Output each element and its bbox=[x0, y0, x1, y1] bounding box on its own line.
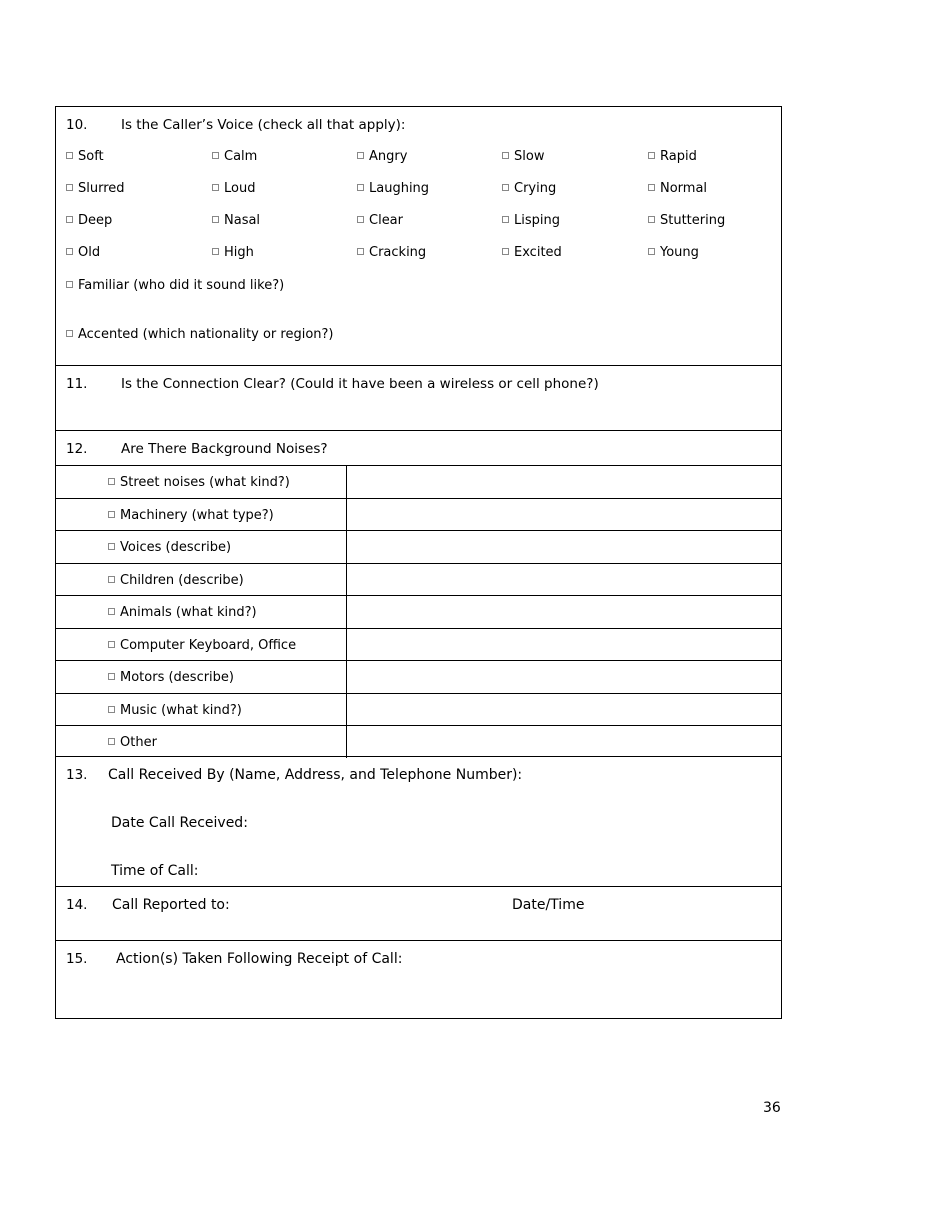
checkbox[interactable] bbox=[108, 478, 115, 485]
noise-row bbox=[56, 628, 781, 661]
voice-option-calm[interactable]: Calm bbox=[212, 149, 257, 164]
noise-option[interactable]: Street noises (what kind?) bbox=[108, 475, 290, 490]
voice-option-normal[interactable]: Normal bbox=[648, 181, 707, 196]
voice-option-laughing[interactable]: Laughing bbox=[357, 181, 429, 196]
voice-option-excited[interactable]: Excited bbox=[502, 245, 562, 260]
checkbox[interactable] bbox=[108, 543, 115, 550]
checkbox[interactable] bbox=[108, 673, 115, 680]
checkbox[interactable] bbox=[66, 248, 73, 255]
voice-option-familiar[interactable]: Familiar (who did it sound like?) bbox=[66, 278, 284, 293]
noise-row bbox=[56, 725, 781, 758]
noise-description-field[interactable] bbox=[347, 726, 781, 758]
q13-number: 13. bbox=[66, 767, 88, 783]
q13-question: Call Received By (Name, Address, and Telephone Number): bbox=[108, 767, 523, 783]
checkbox[interactable] bbox=[502, 184, 509, 191]
checkbox[interactable] bbox=[648, 216, 655, 223]
voice-option-nasal[interactable]: Nasal bbox=[212, 213, 260, 228]
checkbox[interactable] bbox=[212, 184, 219, 191]
noise-option[interactable]: Computer Keyboard, Office bbox=[108, 638, 296, 653]
checkbox[interactable] bbox=[212, 248, 219, 255]
checkbox[interactable] bbox=[502, 248, 509, 255]
voice-option-lisping[interactable]: Lisping bbox=[502, 213, 560, 228]
noise-description-field[interactable] bbox=[347, 466, 781, 498]
call-reported-to-label: Call Reported to: bbox=[112, 897, 230, 913]
checkbox[interactable] bbox=[108, 738, 115, 745]
section-13 bbox=[56, 756, 781, 886]
voice-option-young[interactable]: Young bbox=[648, 245, 699, 260]
checkbox[interactable] bbox=[502, 216, 509, 223]
time-of-call-label: Time of Call: bbox=[111, 863, 199, 879]
checkbox[interactable] bbox=[357, 184, 364, 191]
checkbox[interactable] bbox=[66, 281, 73, 288]
checkbox[interactable] bbox=[66, 330, 73, 337]
voice-option-accented[interactable]: Accented (which nationality or region?) bbox=[66, 327, 334, 342]
checkbox[interactable] bbox=[357, 248, 364, 255]
checkbox[interactable] bbox=[648, 184, 655, 191]
checkbox[interactable] bbox=[357, 152, 364, 159]
q10-question: Is the Caller’s Voice (check all that apply): bbox=[121, 117, 406, 133]
page-number: 36 bbox=[763, 1100, 781, 1116]
q12-question: Are There Background Noises? bbox=[121, 441, 328, 457]
q14-number: 14. bbox=[66, 897, 88, 913]
noise-option[interactable]: Music (what kind?) bbox=[108, 703, 242, 718]
noise-row bbox=[56, 595, 781, 628]
voice-option-soft[interactable]: Soft bbox=[66, 149, 104, 164]
checkbox[interactable] bbox=[357, 216, 364, 223]
noise-option[interactable]: Motors (describe) bbox=[108, 670, 234, 685]
voice-option-stuttering[interactable]: Stuttering bbox=[648, 213, 725, 228]
noise-option[interactable]: Children (describe) bbox=[108, 573, 244, 588]
noise-description-field[interactable] bbox=[347, 694, 781, 726]
voice-option-rapid[interactable]: Rapid bbox=[648, 149, 697, 164]
noise-row bbox=[56, 693, 781, 726]
bomb-threat-form bbox=[55, 106, 782, 1019]
checkbox[interactable] bbox=[648, 152, 655, 159]
voice-option-deep[interactable]: Deep bbox=[66, 213, 112, 228]
q11-number: 11. bbox=[66, 376, 88, 392]
section-14 bbox=[56, 886, 781, 940]
checkbox[interactable] bbox=[648, 248, 655, 255]
checkbox[interactable] bbox=[66, 216, 73, 223]
checkbox[interactable] bbox=[212, 216, 219, 223]
checkbox[interactable] bbox=[108, 511, 115, 518]
date-time-label: Date/Time bbox=[512, 897, 585, 913]
q10-number: 10. bbox=[66, 117, 88, 133]
checkbox[interactable] bbox=[108, 706, 115, 713]
noise-row bbox=[56, 530, 781, 563]
voice-option-cracking[interactable]: Cracking bbox=[357, 245, 426, 260]
q15-question: Action(s) Taken Following Receipt of Call: bbox=[116, 951, 403, 967]
voice-option-crying[interactable]: Crying bbox=[502, 181, 556, 196]
section-11 bbox=[56, 365, 781, 430]
noise-row bbox=[56, 660, 781, 693]
noise-description-field[interactable] bbox=[347, 499, 781, 531]
section-10 bbox=[56, 107, 781, 365]
noise-description-field[interactable] bbox=[347, 596, 781, 628]
noise-option[interactable]: Voices (describe) bbox=[108, 540, 231, 555]
date-call-received-label: Date Call Received: bbox=[111, 815, 248, 831]
section-12 bbox=[56, 430, 781, 756]
noise-row bbox=[56, 465, 781, 498]
noise-row bbox=[56, 498, 781, 531]
voice-option-old[interactable]: Old bbox=[66, 245, 100, 260]
voice-option-loud[interactable]: Loud bbox=[212, 181, 255, 196]
q12-number: 12. bbox=[66, 441, 88, 457]
q15-number: 15. bbox=[66, 951, 88, 967]
noise-option[interactable]: Other bbox=[108, 735, 157, 750]
noise-description-field[interactable] bbox=[347, 661, 781, 693]
checkbox[interactable] bbox=[66, 152, 73, 159]
checkbox[interactable] bbox=[108, 608, 115, 615]
noise-description-field[interactable] bbox=[347, 531, 781, 563]
noise-description-field[interactable] bbox=[347, 629, 781, 661]
voice-option-slurred[interactable]: Slurred bbox=[66, 181, 125, 196]
voice-option-clear[interactable]: Clear bbox=[357, 213, 403, 228]
noise-description-field[interactable] bbox=[347, 564, 781, 596]
q11-question: Is the Connection Clear? (Could it have been a wireless or cell phone?) bbox=[121, 376, 599, 392]
checkbox[interactable] bbox=[108, 576, 115, 583]
checkbox[interactable] bbox=[502, 152, 509, 159]
voice-option-high[interactable]: High bbox=[212, 245, 254, 260]
checkbox[interactable] bbox=[108, 641, 115, 648]
noise-option[interactable]: Animals (what kind?) bbox=[108, 605, 257, 620]
noise-option[interactable]: Machinery (what type?) bbox=[108, 508, 274, 523]
section-15 bbox=[56, 940, 781, 1018]
noise-row bbox=[56, 563, 781, 596]
voice-option-angry[interactable]: Angry bbox=[357, 149, 407, 164]
checkbox[interactable] bbox=[66, 184, 73, 191]
checkbox[interactable] bbox=[212, 152, 219, 159]
voice-option-slow[interactable]: Slow bbox=[502, 149, 544, 164]
